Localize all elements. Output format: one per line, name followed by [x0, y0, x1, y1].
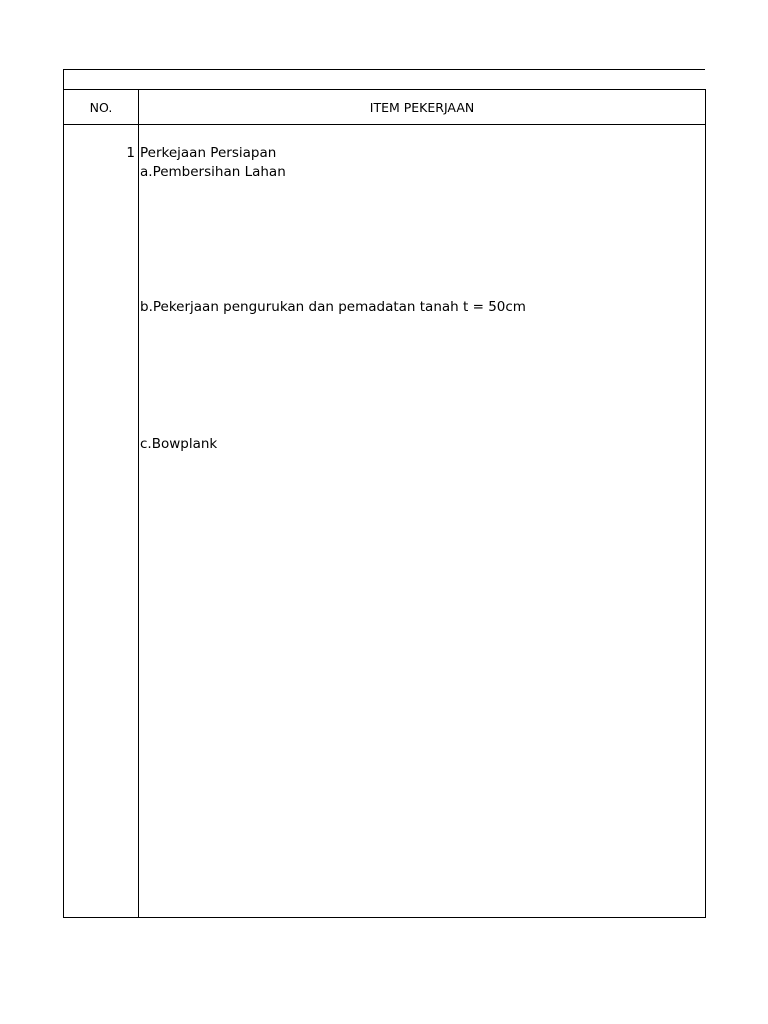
work-subitem: a.Pembersihan Lahan: [140, 164, 286, 180]
work-subitem: b.Pekerjaan pengurukan dan pemadatan tanah t = 50cm: [140, 299, 526, 315]
header-item-pekerjaan: ITEM PEKERJAAN: [369, 99, 475, 115]
no-column: [64, 125, 139, 918]
work-item-title: Perkejaan Persiapan: [140, 145, 277, 161]
table-header-row: [64, 90, 706, 125]
row-number: 1: [126, 145, 135, 161]
table-body: [64, 125, 706, 918]
work-subitem: c.Bowplank: [140, 436, 218, 452]
table-title-row: [64, 70, 706, 90]
header-no: NO.: [64, 90, 139, 124]
work-items-table: [63, 69, 705, 918]
